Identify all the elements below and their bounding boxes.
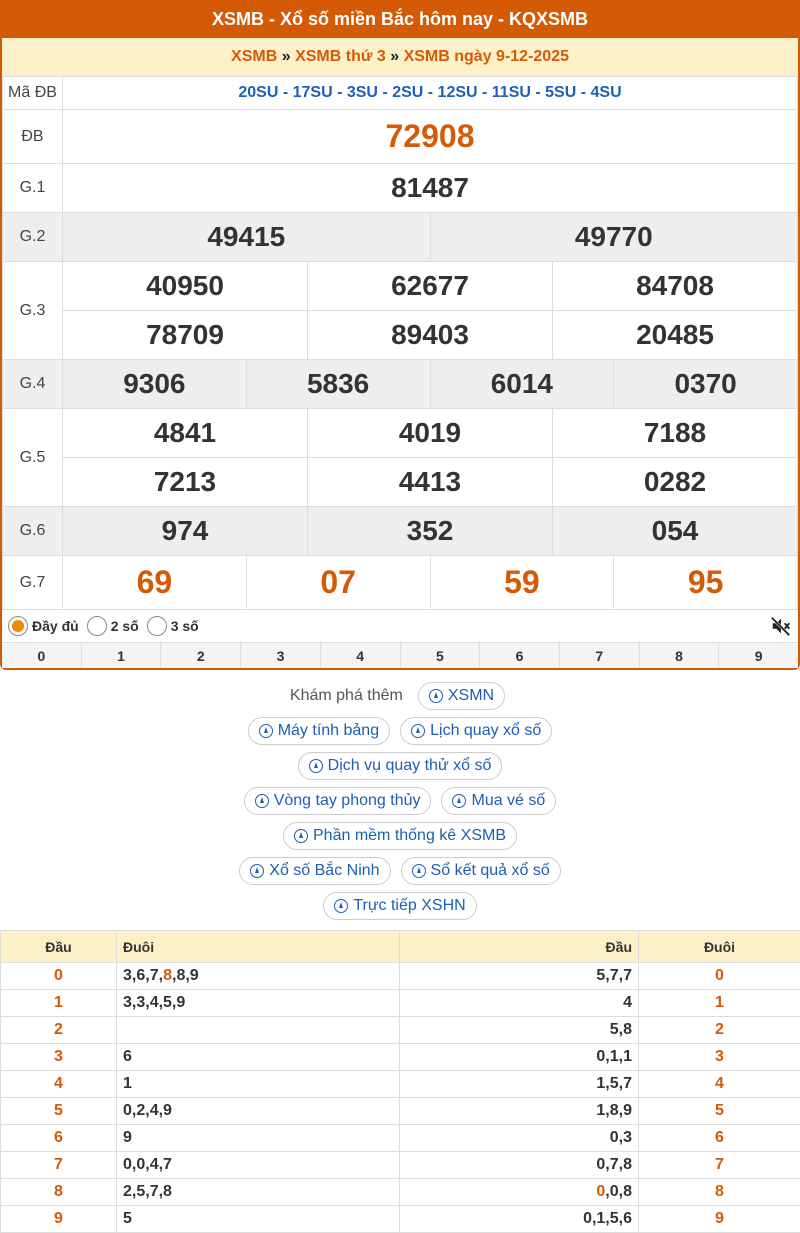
prize-g7-number: 59	[430, 556, 614, 610]
prize-g3-number: 62677	[308, 262, 553, 311]
option-full[interactable]	[8, 616, 79, 636]
duoi-right-cell: 9	[639, 1206, 800, 1233]
digit-filter-5[interactable]: 5	[401, 643, 481, 668]
duoi-right-cell: 7	[639, 1152, 800, 1179]
arrow-up-circle-icon	[250, 864, 264, 878]
table-row	[1, 1017, 800, 1044]
prize-g7-number: 95	[614, 556, 798, 610]
prize-label-g2: G.2	[3, 213, 63, 262]
duoi-cell: 9	[117, 1125, 400, 1152]
duoi-cell: 3,3,4,5,9	[117, 990, 400, 1017]
digit-filter-bar	[2, 642, 798, 668]
duoi-cell: 3,6,7,8,8,9	[117, 963, 400, 990]
digit-filter-0[interactable]: 0	[2, 643, 82, 668]
prize-g4-number: 6014	[430, 360, 614, 409]
prize-g3-number: 78709	[63, 311, 308, 360]
link-bac-ninh[interactable]	[239, 857, 390, 885]
prize-g3-number: 84708	[553, 262, 798, 311]
breadcrumb-xsmb-thu3[interactable]: XSMB thứ 3	[295, 48, 386, 65]
prize-g5-number: 0282	[553, 458, 798, 507]
digit-filter-9[interactable]: 9	[719, 643, 798, 668]
option-full-label: Đầy đủ	[32, 618, 79, 634]
link-xsmn[interactable]	[418, 682, 505, 710]
digit-filter-8[interactable]: 8	[640, 643, 720, 668]
dau-right-cell: 0,0,8	[400, 1179, 639, 1206]
dau-right-cell: 0,1,1	[400, 1044, 639, 1071]
arrow-up-circle-icon	[309, 759, 323, 773]
table-row	[1, 1125, 800, 1152]
madb-label: Mã ĐB	[3, 77, 63, 110]
link-quay-thu[interactable]	[298, 752, 503, 780]
prize-g5-number: 7213	[63, 458, 308, 507]
arrow-up-circle-icon	[259, 724, 273, 738]
dau-cell: 7	[1, 1152, 117, 1179]
duoi-cell: 1	[117, 1071, 400, 1098]
breadcrumb-date[interactable]: XSMB ngày 9-12-2025	[404, 48, 569, 65]
prize-g7-number: 69	[63, 556, 247, 610]
prize-g7-number: 07	[246, 556, 430, 610]
arrow-up-circle-icon	[255, 794, 269, 808]
dau-right-cell: 0,7,8	[400, 1152, 639, 1179]
dau-cell: 2	[1, 1017, 117, 1044]
table-row	[1, 1044, 800, 1071]
arrow-up-circle-icon	[452, 794, 466, 808]
prize-g1-number: 81487	[63, 164, 798, 213]
duoi-right-cell: 1	[639, 990, 800, 1017]
duoi-right-cell: 8	[639, 1179, 800, 1206]
dau-right-cell: 0,1,5,6	[400, 1206, 639, 1233]
dau-cell: 3	[1, 1044, 117, 1071]
option-2-so[interactable]	[87, 616, 139, 636]
link-label: XSMN	[448, 687, 494, 705]
prize-label-g7: G.7	[3, 556, 63, 610]
dau-right-cell: 1,8,9	[400, 1098, 639, 1125]
link-label: Lịch quay xổ số	[430, 722, 541, 740]
prize-g5-number: 7188	[553, 409, 798, 458]
digit-filter-3[interactable]: 3	[241, 643, 321, 668]
duoi-right-cell: 4	[639, 1071, 800, 1098]
page-title: XSMB - Xổ số miền Bắc hôm nay - KQXSMB	[2, 0, 798, 38]
prize-g4-number: 5836	[246, 360, 430, 409]
prize-g4-number: 9306	[63, 360, 247, 409]
table-row	[1, 1098, 800, 1125]
digit-filter-6[interactable]: 6	[480, 643, 560, 668]
link-label: Phần mềm thống kê XSMB	[313, 827, 506, 845]
explore-section	[0, 678, 800, 923]
header-duoi: Đuôi	[117, 931, 400, 963]
duoi-cell: 6	[117, 1044, 400, 1071]
duoi-cell: 0,2,4,9	[117, 1098, 400, 1125]
prize-g6-number: 352	[308, 507, 553, 556]
digit-filter-7[interactable]: 7	[560, 643, 640, 668]
duoi-cell	[117, 1017, 400, 1044]
dau-right-cell: 1,5,7	[400, 1071, 639, 1098]
dau-cell: 6	[1, 1125, 117, 1152]
duoi-right-cell: 6	[639, 1125, 800, 1152]
prize-g2-number: 49415	[63, 213, 431, 262]
option-3-so[interactable]	[147, 616, 199, 636]
digit-filter-1[interactable]: 1	[82, 643, 162, 668]
prize-g6-number: 054	[553, 507, 798, 556]
prize-label-g3: G.3	[3, 262, 63, 360]
dau-right-cell: 4	[400, 990, 639, 1017]
prize-g5-number: 4841	[63, 409, 308, 458]
digit-filter-2[interactable]: 2	[161, 643, 241, 668]
prize-g6-number: 974	[63, 507, 308, 556]
link-label: Trực tiếp XSHN	[353, 897, 465, 915]
header-duoi-right: Đuôi	[639, 931, 800, 963]
link-may-tinh-bang[interactable]	[248, 717, 390, 745]
results-table	[2, 76, 798, 610]
prize-g3-number: 40950	[63, 262, 308, 311]
breadcrumb-sep: »	[282, 48, 291, 65]
prize-label-db: ĐB	[3, 110, 63, 164]
dau-cell: 4	[1, 1071, 117, 1098]
duoi-right-cell: 0	[639, 963, 800, 990]
arrow-up-circle-icon	[411, 724, 425, 738]
table-row	[1, 1179, 800, 1206]
link-lich-quay[interactable]	[400, 717, 552, 745]
breadcrumb	[2, 38, 798, 76]
prize-label-g1: G.1	[3, 164, 63, 213]
prize-g2-number: 49770	[430, 213, 798, 262]
link-truc-tiep[interactable]	[323, 892, 476, 920]
prize-g4-number: 0370	[614, 360, 798, 409]
duoi-right-cell: 2	[639, 1017, 800, 1044]
option-2-label: 2 số	[111, 618, 139, 634]
link-label: Mua vé số	[471, 792, 545, 810]
madb-value: 20SU - 17SU - 3SU - 2SU - 12SU - 11SU - 5SU - 4SU	[63, 77, 798, 110]
dau-right-cell: 0,3	[400, 1125, 639, 1152]
dau-right-cell: 5,8	[400, 1017, 639, 1044]
prize-g3-number: 20485	[553, 311, 798, 360]
arrow-up-circle-icon	[294, 829, 308, 843]
radio-selected-icon[interactable]	[8, 616, 28, 636]
prize-g3-number: 89403	[308, 311, 553, 360]
link-label: Dịch vụ quay thử xổ số	[328, 757, 492, 775]
duoi-cell: 5	[117, 1206, 400, 1233]
breadcrumb-sep: »	[390, 48, 399, 65]
dau-cell: 0	[1, 963, 117, 990]
table-row	[1, 963, 800, 990]
link-phan-mem[interactable]	[283, 822, 517, 850]
explore-label: Khám phá thêm	[290, 687, 403, 705]
duoi-right-cell: 3	[639, 1044, 800, 1071]
header-dau-right: Đầu	[400, 931, 639, 963]
link-so-ket-qua[interactable]	[401, 857, 561, 885]
dau-right-cell: 5,7,7	[400, 963, 639, 990]
prize-db-number: 72908	[63, 110, 798, 164]
link-vong-tay[interactable]	[244, 787, 432, 815]
prize-label-g6: G.6	[3, 507, 63, 556]
table-row	[1, 1071, 800, 1098]
arrow-up-circle-icon	[429, 689, 443, 703]
prize-label-g4: G.4	[3, 360, 63, 409]
link-mua-ve-so[interactable]	[441, 787, 556, 815]
dau-cell: 8	[1, 1179, 117, 1206]
dau-duoi-table	[0, 930, 800, 1233]
link-label: Xổ số Bắc Ninh	[269, 862, 379, 880]
dau-cell: 5	[1, 1098, 117, 1125]
duoi-cell: 2,5,7,8	[117, 1179, 400, 1206]
prize-g5-number: 4019	[308, 409, 553, 458]
breadcrumb-xsmb[interactable]: XSMB	[231, 48, 277, 65]
header-dau: Đầu	[1, 931, 117, 963]
arrow-up-circle-icon	[412, 864, 426, 878]
radio-icon[interactable]	[87, 616, 107, 636]
dau-cell: 1	[1, 990, 117, 1017]
link-label: Sổ kết quả xổ số	[431, 862, 550, 880]
table-row	[1, 990, 800, 1017]
option-3-label: 3 số	[171, 618, 199, 634]
digit-filter-4[interactable]: 4	[321, 643, 401, 668]
dau-cell: 9	[1, 1206, 117, 1233]
table-row	[1, 1206, 800, 1233]
duoi-cell: 0,0,4,7	[117, 1152, 400, 1179]
prize-label-g5: G.5	[3, 409, 63, 507]
display-options	[2, 610, 798, 642]
prize-g5-number: 4413	[308, 458, 553, 507]
mute-icon[interactable]	[770, 615, 792, 637]
link-label: Máy tính bảng	[278, 722, 379, 740]
arrow-up-circle-icon	[334, 899, 348, 913]
table-row	[1, 1152, 800, 1179]
radio-icon[interactable]	[147, 616, 167, 636]
link-label: Vòng tay phong thủy	[274, 792, 421, 810]
duoi-right-cell: 5	[639, 1098, 800, 1125]
